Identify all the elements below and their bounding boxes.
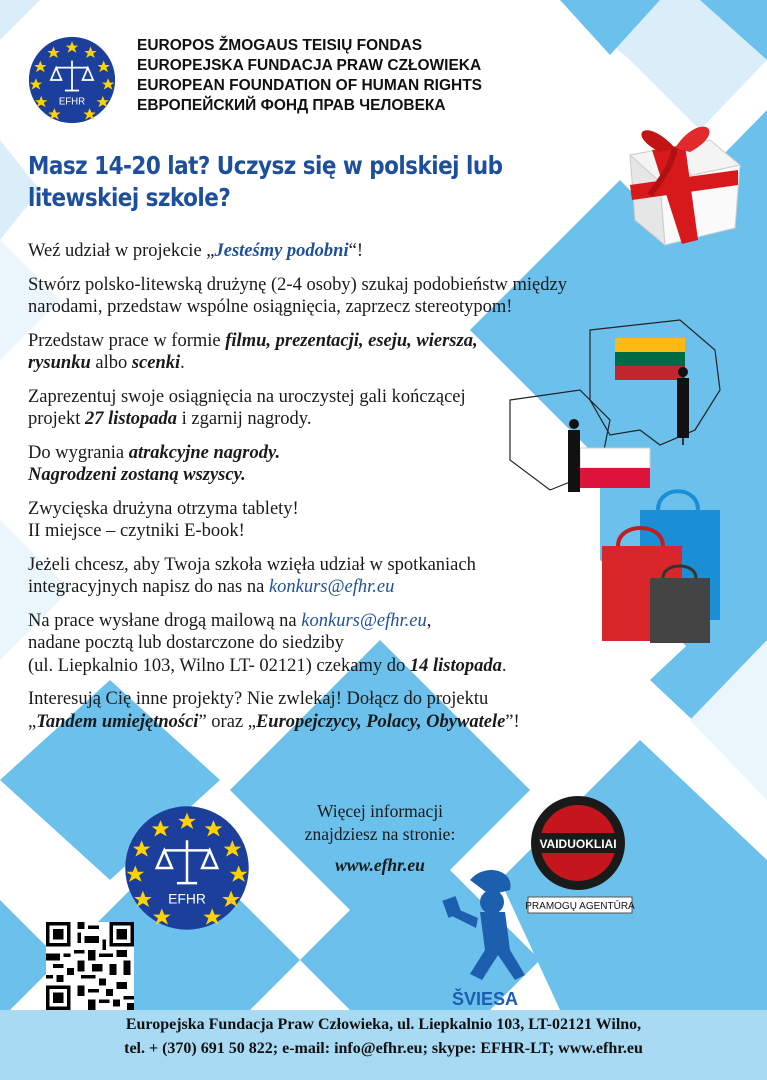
org-name-en: EUROPEAN FOUNDATION OF HUMAN RIGHTS	[137, 77, 483, 94]
org-name-lt: EUROPOS ŽMOGAUS TEISIŲ FONDAS	[137, 37, 423, 54]
footer-address: Europejska Fundacja Praw Człowieka, ul. Liepkalnio 103, LT-02121 Wilno,	[125, 1016, 642, 1033]
efhr-emblem-icon	[124, 805, 250, 931]
more-info: Więcej informacji znajdziesz na stronie: www.efhr.eu	[270, 800, 490, 877]
paragraph-winners: Zwycięska drużyna otrzyma tablety! II miejsce – czytniki E-book!	[28, 498, 299, 541]
paragraph-integration: Jeżeli chcesz, aby Twoja szkoła wzięła udział w spotkaniach integracyjnych napisz do nas na konkurs@efhr.eu	[28, 554, 476, 597]
org-name-ru: ЕВРОПЕЙСКИЙ ФОНД ПРАВ ЧЕЛОВЕКА	[137, 97, 446, 114]
svg-text:VAIDUOKLIAI: VAIDUOKLIAI	[539, 837, 617, 851]
paragraph-other-projects: Interesują Cię inne projekty? Nie zwlekaj! Dołącz do projektu „Tandem umiejętności” oraz „Europejczycy, Polacy, Obywatele”!	[28, 689, 520, 732]
footer-contacts: tel. + (370) 691 50 822; e-mail: info@efhr.eu; skype: EFHR-LT; www.efhr.eu	[124, 1040, 643, 1057]
headline-line-1: Masz 14-20 lat? Uczysz się w polskiej lub	[28, 151, 503, 180]
org-name-pl: EUROPEJSKA FUNDACJA PRAW CZŁOWIEKA	[137, 57, 482, 74]
contest-email-link-2[interactable]: konkurs@efhr.eu	[301, 610, 427, 631]
paragraph-create-team: Stwórz polsko-litewską drużynę (2-4 osoby) szukaj podobieństw między narodami, przedstaw wspólne osiągnięcia, zaprzecz stereotypom!	[28, 274, 567, 317]
contest-email-link[interactable]: konkurs@efhr.eu	[268, 577, 395, 597]
svg-text:PRAMOGŲ AGENTŪRA: PRAMOGŲ AGENTŪRA	[525, 901, 635, 912]
svg-text:ŠVIESA: ŠVIESA	[451, 989, 519, 1009]
paragraph-deadline: Na prace wysłane drogą mailową na konkurs@efhr.eu, nadane pocztą lub dostarczone do siedziby (ul. Liepkalnio 103, Wilno LT- 02121) czekamy do 14 listopada.	[28, 610, 507, 676]
qr-code[interactable]	[46, 922, 134, 1010]
footer-contact	[0, 1013, 767, 1061]
project-name-jestesmy-podobni: Jesteśmy podobni	[214, 241, 349, 261]
paragraph-participate: Weź udział w projekcie „Jesteśmy podobni“!	[28, 241, 363, 261]
paragraph-work-forms: Przedstaw prace w formie filmu, prezentacji, eseju, wiersza, rysunku albo scenki.	[28, 330, 478, 373]
organization-names	[137, 36, 482, 116]
headline-line-2: litewskiej szkole?	[28, 183, 231, 212]
paragraph-gala: Zaprezentuj swoje osiągnięcia na uroczystej gali kończącej projekt 27 listopada i zgarnij nagrody.	[28, 386, 466, 429]
body-text	[28, 240, 678, 744]
paragraph-prizes: Do wygrania atrakcyjne nagrody. Nagrodzeni zostaną wszyscy.	[28, 442, 281, 485]
vaiduokliai-logo	[520, 795, 640, 920]
gift-box-image	[590, 110, 765, 260]
svg-text:EFHR: EFHR	[168, 890, 206, 907]
svg-text:EFHR: EFHR	[58, 96, 86, 108]
efhr-emblem-icon	[28, 36, 116, 124]
headline	[28, 150, 510, 214]
efhr-logo-bottom	[124, 805, 250, 931]
website-link[interactable]: www.efhr.eu	[335, 855, 425, 875]
qr-code-icon	[46, 922, 134, 1010]
efhr-logo-top	[28, 36, 116, 124]
